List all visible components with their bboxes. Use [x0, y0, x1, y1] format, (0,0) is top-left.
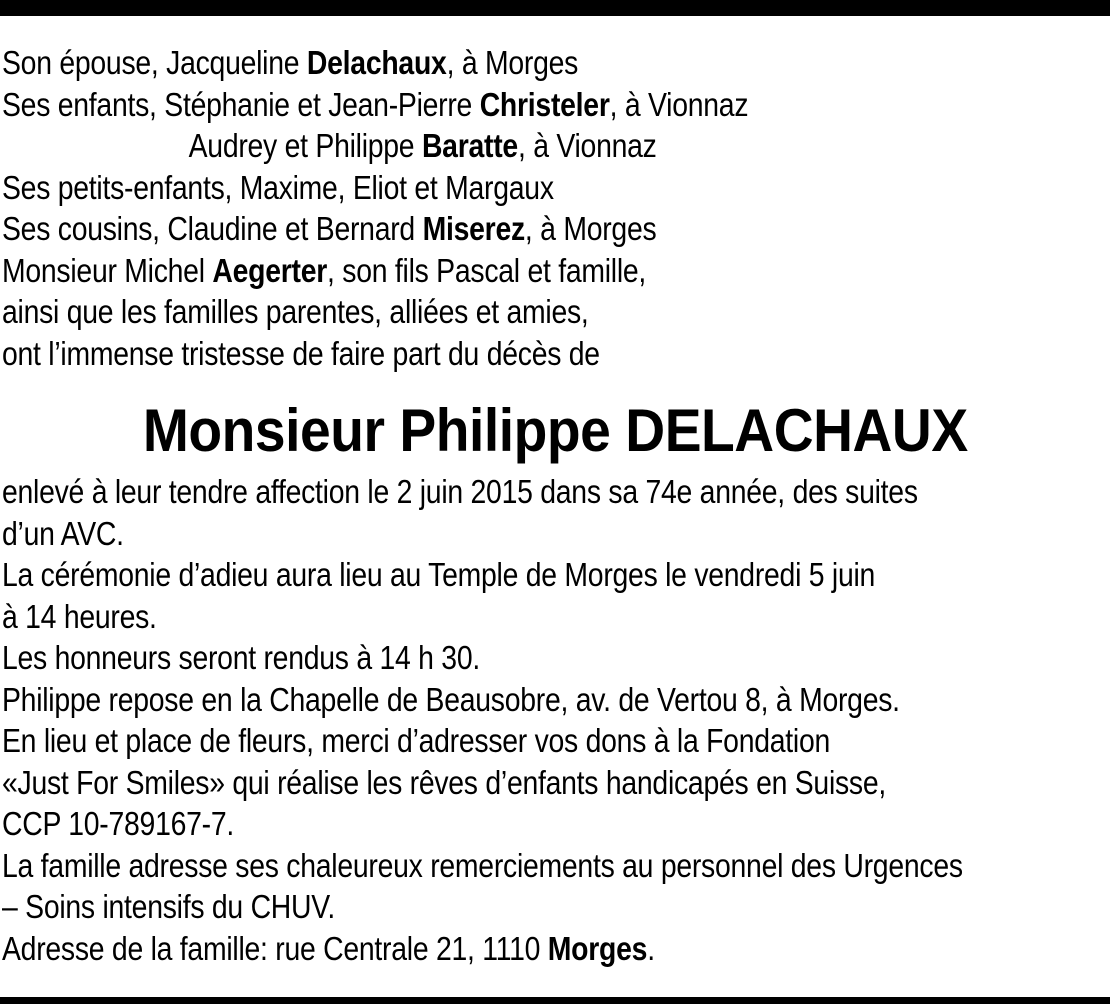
- family-line-children: [2, 84, 1105, 126]
- text: – Soins intensifs du CHUV.: [2, 888, 335, 925]
- city: Morges: [547, 929, 648, 967]
- surname: Baratte: [421, 127, 518, 164]
- family-line-grandchildren: [2, 167, 1105, 209]
- detail-line: [2, 554, 1105, 596]
- detail-line: [2, 513, 1105, 555]
- text: à 14 heures.: [2, 597, 157, 635]
- text: , à Vionnaz: [609, 85, 749, 123]
- family-line-cousins: [2, 208, 1105, 250]
- text: Philippe repose en la Chapelle de Beausobre, av. de Vertou 8, à Morges.: [2, 680, 900, 718]
- text: Ses petits-enfants, Maxime, Eliot et Margaux: [2, 168, 554, 206]
- text: ont l’immense tristesse de faire part du décès de: [2, 334, 600, 372]
- detail-line: [2, 596, 1105, 638]
- text: , à Vionnaz: [517, 127, 657, 164]
- text: «Just For Smiles» qui réalise les rêves d’enfants handicapés en Suisse,: [2, 763, 887, 801]
- text: , son fils Pascal et famille,: [327, 251, 647, 289]
- family-line-spouse: [2, 42, 1105, 84]
- deceased-name-text: Monsieur Philippe DELACHAUX: [142, 397, 968, 464]
- text: .: [647, 929, 655, 967]
- detail-line: [2, 845, 1105, 887]
- text: La famille adresse ses chaleureux remerciements au personnel des Urgences: [2, 846, 963, 884]
- text: , à Morges: [446, 44, 579, 81]
- bottom-rule: [0, 997, 1110, 1004]
- detail-line: [2, 803, 1105, 845]
- text: Ses enfants, Stéphanie et Jean-Pierre: [2, 85, 480, 123]
- text: d’un AVC.: [2, 514, 124, 552]
- family-line-michel: [2, 250, 1105, 292]
- text: enlevé à leur tendre affection le 2 juin 2015 dans sa 74e année, des suites: [2, 473, 918, 510]
- text: Monsieur Michel: [2, 251, 213, 289]
- text: Son épouse, Jacqueline: [2, 44, 307, 81]
- family-line-announce: [2, 333, 1105, 375]
- text: Audrey et Philippe: [188, 127, 422, 164]
- detail-line: [2, 720, 1105, 762]
- detail-line: [2, 679, 1105, 721]
- text: Adresse de la famille: rue Centrale 21, 1110: [2, 929, 548, 967]
- surname: Christeler: [479, 85, 610, 123]
- detail-line: [2, 762, 1105, 804]
- detail-line: [2, 637, 1105, 679]
- family-announcement: [2, 42, 1108, 374]
- surname: Miserez: [422, 210, 525, 247]
- text: Ses cousins, Claudine et Bernard: [2, 210, 423, 247]
- text: La cérémonie d’adieu aura lieu au Temple de Morges le vendredi 5 juin: [2, 556, 876, 593]
- text: ainsi que les familles parentes, alliées et amies,: [2, 293, 589, 330]
- surname: Aegerter: [212, 251, 328, 289]
- detail-line: [2, 886, 1105, 928]
- surname: Delachaux: [306, 44, 447, 81]
- text: , à Morges: [524, 210, 657, 247]
- family-address: [2, 928, 1105, 970]
- text: CCP 10-789167-7.: [2, 805, 235, 842]
- deceased-name: [0, 396, 1110, 466]
- family-line-relatives: [2, 291, 1105, 333]
- detail-line: [2, 471, 1105, 513]
- text: Les honneurs seront rendus à 14 h 30.: [2, 639, 480, 676]
- details-section: [2, 471, 1108, 969]
- family-line-children-2: [2, 125, 1110, 167]
- top-rule: [0, 0, 1110, 16]
- text: En lieu et place de fleurs, merci d’adresser vos dons à la Fondation: [2, 722, 831, 759]
